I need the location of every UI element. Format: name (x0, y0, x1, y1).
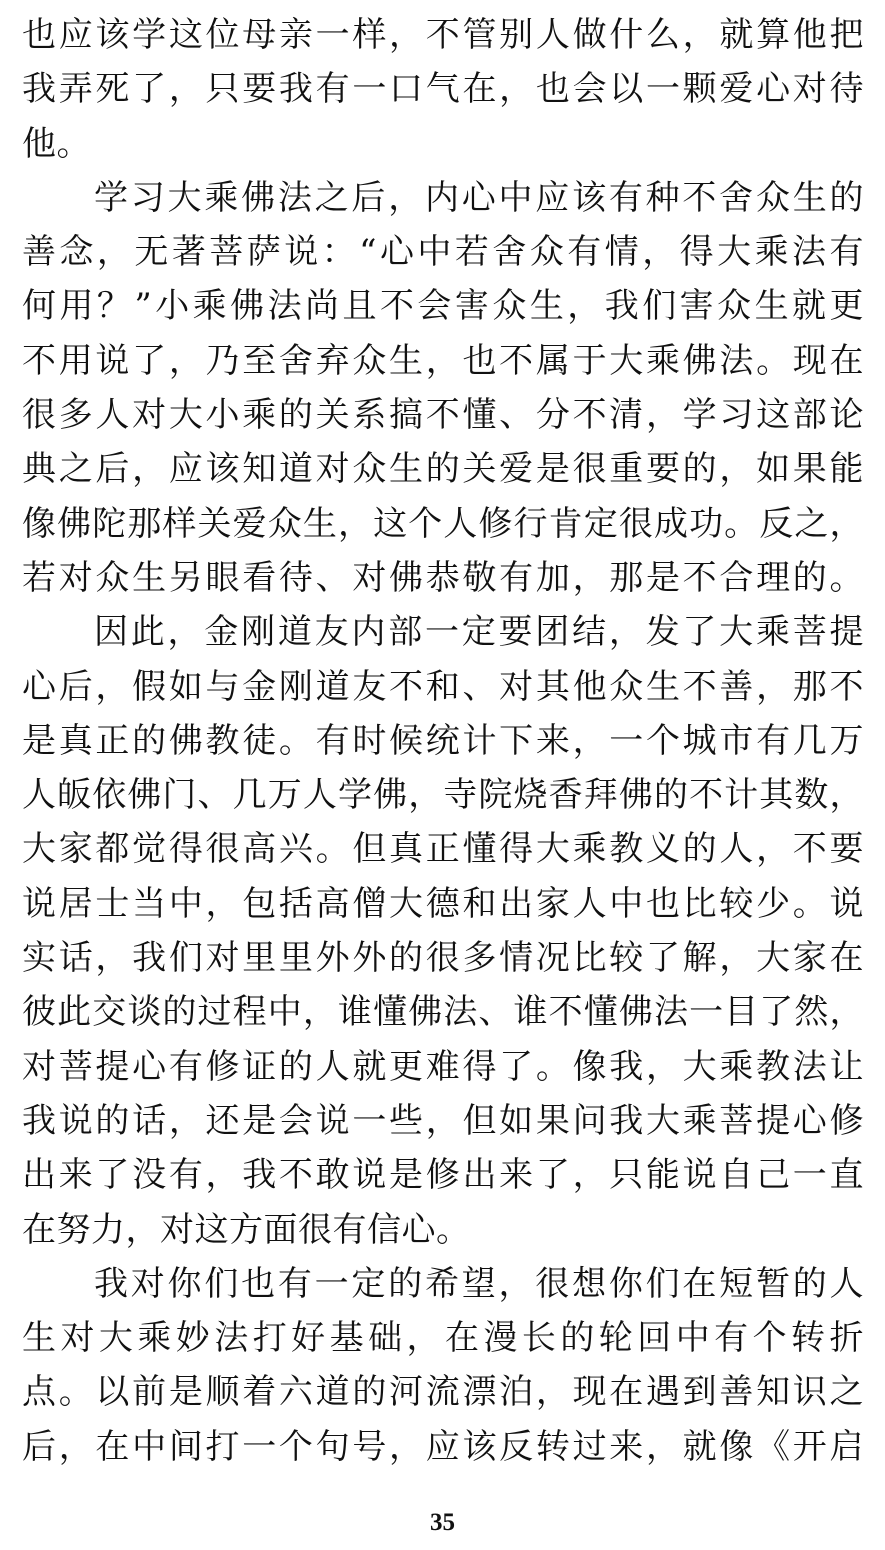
page-body (22, 8, 864, 1474)
text-line: 何用？”小乘佛法尚且不会害众生，我们害众生就更 (22, 286, 864, 327)
text-line: 我对你们也有一定的希望，很想你们在短暂的人 (94, 1263, 864, 1304)
text-line: 像佛陀那样关爱众生，这个人修行肯定很成功。反之， (22, 503, 864, 544)
text-line: 也应该学这位母亲一样，不管别人做什么，就算他把 (22, 15, 864, 55)
text-line: 说居士当中，包括高僧大德和出家人中也比较少。说 (22, 883, 864, 924)
text-line: 因此，金刚道友内部一定要团结，发了大乘菩提 (94, 612, 864, 653)
text-line: 若对众生另眼看待、对佛恭敬有加，那是不合理的。 (22, 557, 864, 598)
text-line: 我说的话，还是会说一些，但如果问我大乘菩提心修 (22, 1100, 864, 1141)
text-line: 他。 (22, 123, 91, 164)
text-line: 典之后，应该知道对众生的关爱是很重要的，如果能 (22, 449, 864, 490)
text-line: 很多人对大小乘的关系搞不懂、分不清，学习这部论 (22, 395, 864, 436)
page-number: 35 (430, 1509, 455, 1536)
text-line: 是真正的佛教徒。有时候统计下来，一个城市有几万 (22, 720, 864, 761)
text-line: 我弄死了，只要我有一口气在，也会以一颗爱心对待 (22, 69, 864, 110)
text-line: 心后，假如与金刚道友不和、对其他众生不善，那不 (22, 666, 864, 707)
text-line: 不用说了，乃至舍弃众生，也不属于大乘佛法。现在 (22, 340, 864, 381)
text-line: 出来了没有，我不敢说是修出来了，只能说自己一直 (22, 1155, 864, 1196)
text-line: 彼此交谈的过程中，谁懂佛法、谁不懂佛法一目了然， (22, 992, 864, 1033)
text-line: 对菩提心有修证的人就更难得了。像我，大乘教法让 (22, 1046, 864, 1087)
text-line: 生对大乘妙法打好基础，在漫长的轮回中有个转折 (22, 1318, 864, 1359)
text-line: 点。以前是顺着六道的河流漂泊，现在遇到善知识之 (22, 1372, 864, 1413)
text-line: 人皈依佛门、几万人学佛，寺院烧香拜佛的不计其数， (22, 775, 864, 816)
text-line: 实话，我们对里里外外的很多情况比较了解，大家在 (22, 938, 864, 979)
text-line: 学习大乘佛法之后，内心中应该有种不舍众生的 (94, 177, 864, 218)
text-line: 后，在中间打一个句号，应该反转过来，就像《开启 (22, 1426, 864, 1467)
text-line: 在努力，对这方面很有信心。 (22, 1209, 471, 1250)
text-line: 大家都觉得很高兴。但真正懂得大乘教义的人，不要 (22, 829, 864, 870)
text-line: 善念，无著菩萨说：“心中若舍众有情，得大乘法有 (22, 232, 864, 273)
